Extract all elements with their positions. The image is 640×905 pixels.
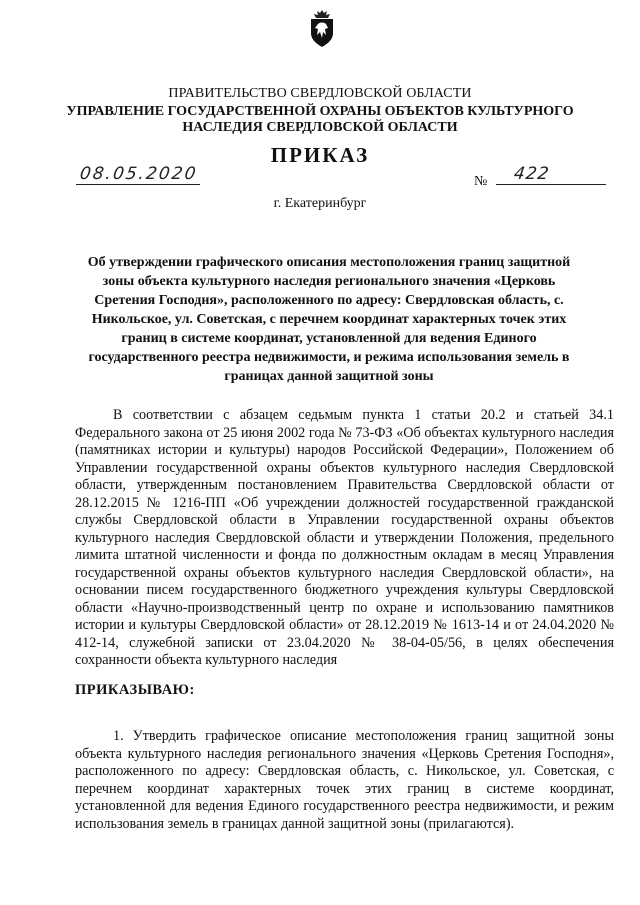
item-1-paragraph: 1. Утвердить графическое описание местоположения границ защитной зоны объекта культурного наследия регионального значения «Церковь Сретения Господня», расположенного по адресу: Свердловская область, с. Никольское, ул. Советская, с перечнем координат характерных точек этих границ в системе координат, установленной для ведения Единого государственного реестра недвижимости, и режим использования земель в границах данной защитной зоны (прилагаются). — [75, 728, 614, 832]
order-title: Об утверждении графического описания местоположения границ защитной зоны объекта культурного наследия регионального значения «Церковь Сретения Господня», расположенного по адресу: Свердловская область, с. Никольское, ул. Советская, с перечнем координат характерных точек этих границ в системе координат, установленной для ведения Единого государственного реестра недвижимости, и режима использования земель в границах данной защитной зоны — [87, 255, 571, 384]
number-label: № — [474, 174, 488, 189]
document-date — [80, 164, 200, 188]
number-underline — [496, 184, 606, 185]
order-word: ПРИКАЗЫВАЮ: — [75, 682, 195, 698]
preamble-paragraph: В соответствии с абзацем седьмым пункта 1 статьи 20.2 и статьей 34.1 Федерального закона от 25 июня 2002 года № 73-ФЗ «Об объектах культурного наследия (памятниках истории и культуры) народов Российской Федерации», Положением об Управлении государственной охраны объектов культурного наследия Свердловской области, утвержденным постановлением Правительства Свердловской области от 28.12.2015 № 1216-ПП «Об учреждении должностей государственной гражданской службы Свердловской области в Управлении государственной охраны объектов культурного наследия Свердловской области и утверждении Положения, предельного лимита штатной численности и фонда по должностным окладам в месяц Управления государственной охраны объектов культурного наследия Свердловской области», на основании писем государственного бюджетного учреждения культуры Свердловской области «Научно-производственный центр по охране и использованию памятников истории и культуры Свердловской области» от 28.12.2019 № 1613-14 и от 24.04.2020 № 412-14, служебной записки от 23.04.2020 № 38-04-05/56, в целях обеспечения сохранности объекта культурного наследия — [75, 407, 614, 669]
document-type: ПРИКАЗ — [270, 143, 370, 167]
date-underline — [76, 184, 200, 185]
department-name: УПРАВЛЕНИЕ ГОСУДАРСТВЕННОЙ ОХРАНЫ ОБЪЕКТОВ КУЛЬТУРНОГО НАСЛЕДИЯ СВЕРДЛОВСКОЙ ОБЛАСТИ — [66, 104, 574, 135]
handwritten-number: 422 — [512, 164, 551, 184]
government-name: ПРАВИТЕЛЬСТВО СВЕРДЛОВСКОЙ ОБЛАСТИ — [168, 86, 472, 101]
city: г. Екатеринбург — [273, 196, 367, 211]
coat-of-arms-icon — [307, 8, 337, 48]
document-number — [496, 164, 606, 190]
handwritten-date: 08.05.2020 — [78, 164, 199, 184]
